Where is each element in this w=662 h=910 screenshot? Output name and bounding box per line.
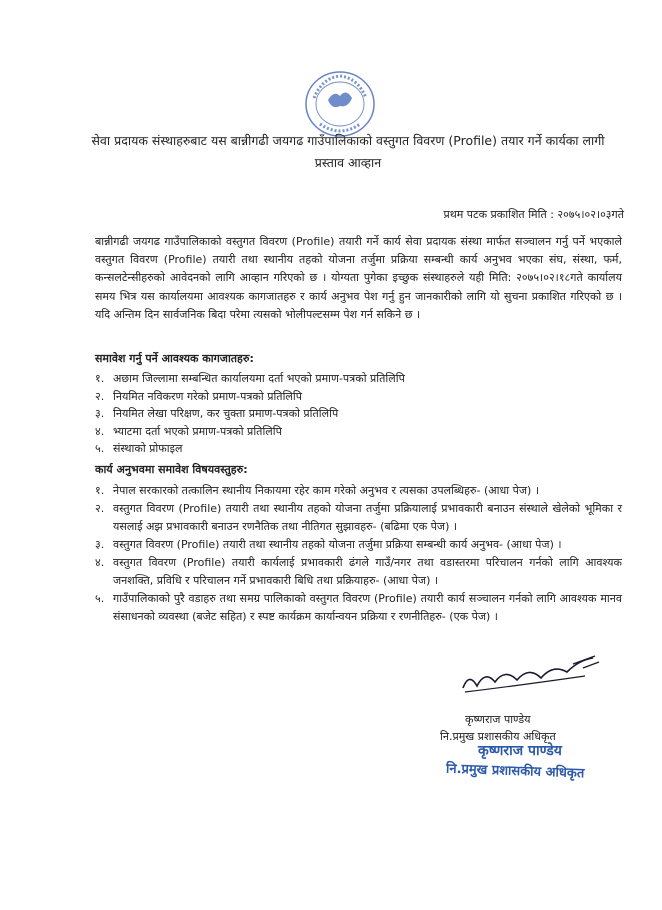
- list-item: [95, 370, 622, 388]
- list-item: [95, 482, 622, 500]
- list-item: [95, 500, 622, 536]
- list-item-text: नियमित लेखा परिक्षण, कर चुक्ता प्रमाण-पत्रको प्रतिलिपि: [113, 407, 339, 420]
- list-item-text: वस्तुगत विवरण (Profile) तयारी तथा स्थानीय तहको योजना तर्जुमा प्रक्रिया सम्बन्धी कार्य अनुभव- (आधा पेज) ।: [113, 538, 562, 551]
- list-item-number: ५.: [95, 442, 105, 455]
- handwritten-signature: [455, 650, 605, 700]
- list-item: [95, 388, 622, 406]
- list-item-number: ५.: [95, 592, 105, 605]
- list-item: [95, 440, 622, 458]
- stamp-name: कृष्णराज पाण्डेय: [478, 743, 562, 759]
- list-item-number: १.: [95, 372, 105, 385]
- list-item-number: २.: [95, 502, 105, 515]
- list-item-number: २.: [95, 389, 105, 403]
- list-item: [95, 536, 622, 554]
- signatory-post: नि.प्रमुख प्रशासकीय अधिकृत: [440, 730, 556, 743]
- list-item-number: ४.: [95, 424, 105, 438]
- list-item-text: वस्तुगत विवरण (Profile) तयारी तथा स्थानीय तहको योजना तर्जुमा प्रक्रियालाई प्रभावकारी बनाउन संस्थाले खेलेको भूमिका र यसलाई अझ प्रभावकारी बनाउन रणनैतिक तथा नीतिगत सुझावहरु- (बढिमा एक पेज) ।: [113, 502, 622, 533]
- list-item: [95, 590, 622, 626]
- list-item: [95, 554, 622, 590]
- notice-body: बान्नीगढी जयगढ गाउँपालिकाको वस्तुगत विवरण (Profile) तयारी गर्ने कार्य सेवा प्रदायक संस्था मार्फत सञ्चालन गर्नु पर्ने भएकाले वस्तुगत विवरण (Profile) तयारी तथा स्थानीय तहको योजना तर्जुमा प्रक्रिया सम्बन्धी कार्य अनुभव भएका संघ, संस्था, फर्म, कन्सलटेन्सीहरुको आवेदनको लागि आव्हान गरिएको छ । योग्यता पुगेका इच्छुक संस्थाहरुले यही मिति: २०७५।०२।१८गते कार्यालय समय भित्र यस कार्यालयमा आवश्यक कागजातहरु र कार्य अनुभव पेश गर्नु हुन जानकारीको लागि यो सुचना प्रकाशित गरिएको छ । यदि अन्तिम दिन सार्वजनिक बिदा परेमा त्यसको भोलीपल्टसम्म पेश गर्न सकिने छ ।: [95, 235, 622, 321]
- published-date: प्रथम पटक प्रकाशित मिति : २०७५।०२।०३गते: [443, 208, 624, 221]
- list-item: [95, 405, 622, 423]
- list-item-text: गाउँपालिकाको पुरै वडाहरु तथा समग्र पालिकाको वस्तुगत विवरण (Profile) तयारी कार्य सञ्चालन गर्नको लागि आवश्यक मानव संसाधनको व्यवस्था (बजेट सहित) र स्पष्ट कार्यक्रम कार्यान्वयन प्रक्रिया र रणनीतिहरु- (एक पेज) ।: [113, 592, 622, 623]
- list-item-text: अछाम जिल्लामा सम्बन्धित कार्यालयमा दर्ता भएको प्रमाण-पत्रको प्रतिलिपि: [113, 372, 405, 385]
- documents-list: [95, 370, 622, 458]
- list-item-number: ३.: [95, 538, 105, 551]
- list-item: [95, 423, 622, 441]
- list-item-number: ३.: [95, 407, 105, 420]
- list-item-text: नियमित नविकरण गरेको प्रमाण-पत्रको प्रतिलिपि: [113, 389, 302, 403]
- list-item-text: संस्थाको प्रोफाइल: [113, 442, 183, 455]
- list-item-text: वस्तुगत विवरण (Profile) तयारी कार्यलाई प्रभावकारी ढंगले गाउँ/नगर तथा वडास्तरमा परिचालन गर्नको लागि आवश्यक जनशक्ति, प्रविधि र परिचालन गर्ने प्रभावकारी बिधि तथा प्रक्रियाहरु- (आधा पेज) ।: [113, 556, 622, 587]
- stamp-post: नि.प्रमुख प्रशासकीय अधिकृत: [445, 761, 585, 782]
- list-item-number: ४.: [95, 556, 105, 569]
- list-item-number: १.: [95, 484, 105, 497]
- signatory-name: कृष्णराज पाण्डेय: [465, 713, 531, 726]
- experience-list: [95, 482, 622, 626]
- experience-heading: कार्य अनुभवमा समावेश विषयवस्तुहरु:: [95, 463, 248, 476]
- list-item-text: नेपाल सरकारको तत्कालिन स्थानीय निकायमा रहेर काम गरेको अनुभव र त्यसका उपलब्धिहरु- (आधा पेज) ।: [113, 484, 539, 497]
- list-item-text: भ्याटमा दर्ता भएको प्रमाण-पत्रको प्रतिलिपि: [113, 424, 282, 438]
- documents-heading: समावेश गर्नु पर्ने आवश्यक कागजातहरु:: [95, 352, 254, 365]
- notice-title: सेवा प्रदायक संस्थाहरुबाट यस बान्नीगढी जयगढ गाउँपालिकाको वस्तुगत विवरण (Profile) तयार गर्ने कार्यका लागी प्रस्ताव आव्हान: [91, 133, 605, 170]
